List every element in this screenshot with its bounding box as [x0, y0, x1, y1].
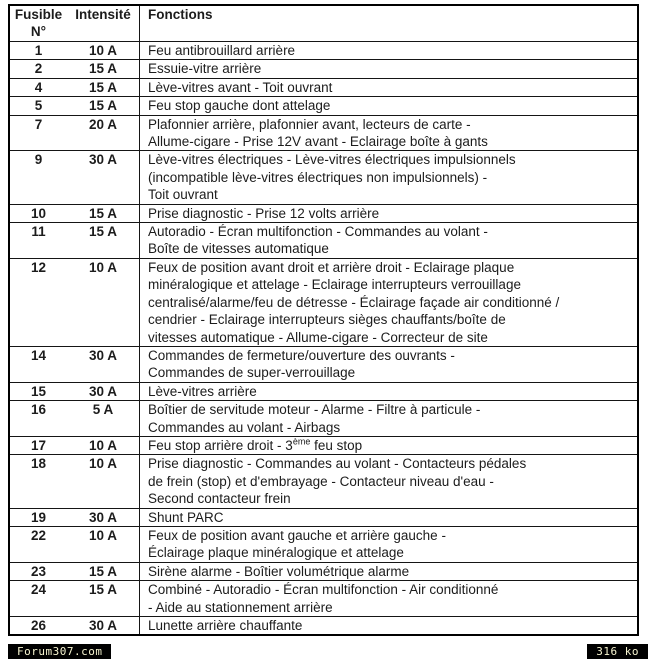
function-line: Second contacteur frein	[148, 491, 291, 507]
function-line: Feu antibrouillard arrière	[148, 43, 296, 58]
filesize-label: 316 ko	[587, 644, 648, 659]
fuse-row	[10, 562, 637, 580]
functions-cell	[139, 42, 637, 59]
fuse-row	[10, 382, 637, 400]
function-line: Combiné - Autoradio - Écran multifonction - Air conditionné	[148, 582, 499, 598]
fuse-number-cell: 18	[30, 456, 47, 472]
function-line: Commandes de fermeture/ouverture des ouvrants -	[148, 347, 455, 363]
header-functions: Fonctions	[139, 6, 637, 41]
fuse-row	[10, 204, 637, 222]
header-amperage: Intensité	[75, 7, 131, 22]
amperage-cell: 15 A	[88, 79, 117, 95]
functions-cell	[139, 617, 637, 634]
fuse-number-cell: 11	[31, 224, 46, 240]
functions-cell	[139, 563, 637, 580]
amperage-cell: 30 A	[88, 347, 117, 363]
amperage-cell: 15 A	[88, 205, 117, 221]
fuse-number-cell: 2	[34, 61, 43, 77]
amperage-cell: 15 A	[88, 98, 117, 114]
amperage-cell: 30 A	[88, 383, 117, 399]
functions-cell	[139, 205, 637, 222]
functions-cell	[139, 455, 637, 507]
function-line: Boîtier de servitude moteur - Alarme - Filtre à particule -	[148, 402, 481, 418]
function-line: cendrier - Eclairage interrupteurs sièges chauffants/boîte de	[148, 312, 506, 328]
fuse-number-cell: 9	[34, 152, 43, 168]
function-line: Lunette arrière chauffante	[148, 618, 303, 633]
function-line: Feux de position avant droit et arrière droit - Eclairage plaque	[148, 259, 515, 275]
amperage-cell: 10 A	[88, 43, 117, 58]
fuse-row	[10, 346, 637, 382]
amperage-cell: 15 A	[88, 582, 117, 598]
fuse-row	[10, 580, 637, 616]
functions-cell	[139, 401, 637, 436]
functions-cell	[139, 60, 637, 77]
functions-cell	[139, 151, 637, 203]
functions-cell	[139, 383, 637, 400]
fuse-row	[10, 96, 637, 114]
function-line: Allume-cigare - Prise 12V avant - Eclairage boîte à gants	[148, 134, 488, 150]
fuse-number-cell: 14	[30, 347, 47, 363]
functions-cell	[139, 581, 637, 616]
function-line: Éclairage plaque minéralogique et attelage	[148, 545, 404, 561]
fuse-number-cell: 7	[34, 116, 43, 132]
header-fuse-number	[10, 6, 67, 41]
function-line: Prise diagnostic - Prise 12 volts arrière	[148, 205, 380, 221]
functions-cell	[139, 509, 637, 526]
fuse-number-cell: 10	[30, 205, 47, 221]
amperage-cell: 10 A	[88, 259, 117, 275]
function-line: vitesses automatique - Allume-cigare - Correcteur de site	[148, 329, 488, 345]
function-line: centralisé/alarme/feu de détresse - Éclairage façade air conditionné /	[148, 294, 560, 310]
function-line: Plafonnier arrière, plafonnier avant, lecteurs de carte -	[148, 116, 471, 132]
amperage-cell: 30 A	[88, 152, 117, 168]
function-line: Toit ouvrant	[148, 187, 218, 203]
fuse-row	[10, 616, 637, 634]
fuse-number-cell: 19	[30, 509, 47, 525]
amperage-cell: 10 A	[88, 527, 117, 543]
functions-cell	[139, 223, 637, 258]
function-line: Shunt PARC	[148, 509, 224, 525]
fuse-number-cell: 5	[34, 98, 43, 114]
fuse-row	[10, 150, 637, 203]
function-line: Feu stop arrière droit - 3ème feu stop	[148, 436, 363, 453]
header-fuse-line1: Fusible	[14, 7, 63, 22]
function-line: Prise diagnostic - Commandes au volant - Contacteurs pédales	[148, 456, 527, 472]
fuse-number-cell: 24	[30, 582, 47, 598]
amperage-cell: 30 A	[88, 509, 117, 525]
amperage-cell: 5 A	[92, 402, 114, 418]
fuse-number-cell: 17	[30, 437, 47, 453]
amperage-cell: 10 A	[88, 437, 117, 453]
fuse-row	[10, 78, 637, 96]
function-line: Autoradio - Écran multifonction - Commandes au volant -	[148, 224, 488, 240]
fuse-row	[10, 222, 637, 258]
function-line: Sirène alarme - Boîtier volumétrique alarme	[148, 563, 410, 579]
function-line: - Aide au stationnement arrière	[148, 599, 333, 615]
fuse-number-cell: 26	[30, 618, 47, 633]
function-line: de frein (stop) et d'embrayage - Contacteur niveau d'eau -	[148, 473, 494, 489]
fuse-row	[10, 454, 637, 507]
functions-cell	[139, 259, 637, 346]
table-body	[10, 41, 637, 634]
fuse-row	[10, 59, 637, 77]
amperage-cell: 15 A	[88, 224, 117, 240]
fuse-row	[10, 41, 637, 59]
fuse-number-cell: 4	[34, 79, 43, 95]
functions-cell	[139, 79, 637, 96]
amperage-cell: 10 A	[88, 456, 117, 472]
fuse-row	[10, 526, 637, 562]
functions-cell	[139, 527, 637, 562]
function-line: Essuie-vitre arrière	[148, 61, 262, 77]
function-line: Feux de position avant gauche et arrière gauche -	[148, 527, 446, 543]
fuse-row	[10, 115, 637, 151]
functions-cell	[139, 437, 637, 454]
functions-cell	[139, 97, 637, 114]
fuse-number-cell: 23	[30, 563, 47, 579]
fuse-row	[10, 258, 637, 346]
fuse-row	[10, 400, 637, 436]
fuse-number-cell: 16	[30, 402, 47, 418]
header-fuse-line2: N°	[30, 24, 47, 40]
amperage-cell: 20 A	[88, 116, 117, 132]
amperage-cell: 30 A	[88, 618, 117, 633]
function-line: Lève-vitres arrière	[148, 383, 257, 399]
function-line: Feu stop gauche dont attelage	[148, 98, 331, 114]
fuse-table	[8, 4, 639, 636]
function-line: Commandes au volant - Airbags	[148, 419, 341, 435]
fuse-number-cell: 12	[30, 259, 47, 275]
function-line: Commandes de super-verrouillage	[148, 365, 356, 381]
fuse-row	[10, 436, 637, 454]
function-line: Lève-vitres avant - Toit ouvrant	[148, 79, 333, 95]
function-line: (incompatible lève-vitres électriques non impulsionnels) -	[148, 169, 488, 185]
amperage-cell: 15 A	[88, 563, 117, 579]
functions-cell	[139, 347, 637, 382]
fuse-number-cell: 15	[30, 383, 47, 399]
fuse-row	[10, 508, 637, 526]
table-header-row	[10, 6, 637, 41]
amperage-cell: 15 A	[88, 61, 117, 77]
fuse-number-cell: 1	[34, 43, 43, 58]
function-line: minéralogique et attelage - Eclairage interrupteurs verrouillage	[148, 277, 521, 293]
fuse-number-cell: 22	[30, 527, 47, 543]
function-line: Boîte de vitesses automatique	[148, 241, 329, 257]
functions-cell	[139, 116, 637, 151]
function-line: Lève-vitres électriques - Lève-vitres électriques impulsionnels	[148, 152, 516, 168]
watermark-label: Forum307.com	[8, 644, 111, 659]
